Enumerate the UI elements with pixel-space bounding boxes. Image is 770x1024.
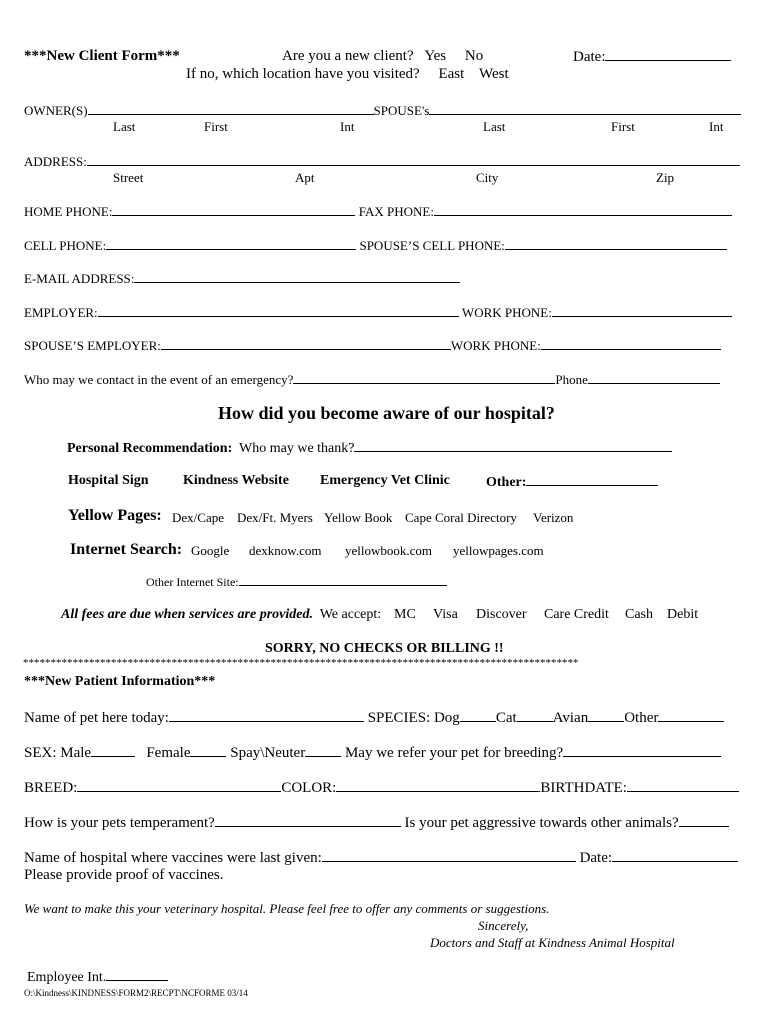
species-cat-input[interactable] [517,709,553,722]
sex-row [24,744,721,762]
yellow-pages-label: Yellow Pages: [68,507,162,524]
owner-sub-int: Int [340,119,355,134]
species-label: SPECIES: Dog [367,710,460,726]
address-sub-street: Street [113,170,144,185]
cell-phone-row [24,237,727,254]
breeding-label: May we refer your pet for breeding? [344,745,564,761]
internet-search-label: Internet Search: [70,541,183,558]
payment-discover: Discover [476,607,527,622]
work-phone-2-label: WORK PHONE: [450,338,541,353]
birthdate-label: BIRTHDATE: [540,780,627,796]
emergency-phone-label: Phone [555,372,588,387]
proof-of-vaccines: Please provide proof of vaccines. [24,867,224,883]
west-option[interactable]: West [479,66,509,82]
we-accept-label: We accept: [319,607,382,622]
employer-label: EMPLOYER: [24,305,98,320]
species-other-input[interactable] [658,709,724,722]
spouse-employer-row [24,337,721,354]
location-question [186,66,509,83]
spouse-name-input[interactable] [429,102,741,115]
spouse-sub-last: Last [483,119,506,134]
spouse-label: SPOUSE's [373,103,430,118]
owner-sub-first: First [204,119,228,134]
emergency-row [24,371,720,388]
east-option[interactable]: East [438,66,465,82]
owners-label: OWNER(S) [24,103,88,118]
yp-option-0[interactable]: Dex/Cape [172,510,224,525]
vaccines-date-input[interactable] [612,849,738,862]
vaccines-row [24,849,738,867]
birthdate-input[interactable] [627,779,739,792]
asterisk-divider: ***************************************************************************************************** [23,657,579,669]
temperament-input[interactable] [215,814,401,827]
date-input-line[interactable] [605,48,731,61]
form-title: ***New Client Form*** [24,48,180,64]
temperament-row [24,814,729,832]
patient-section-title: ***New Patient Information*** [24,674,216,689]
yp-option-2[interactable]: Yellow Book [324,510,393,525]
emergency-input[interactable] [293,371,555,384]
file-path: O:\Kindness\KINDNESS\FORM2\RECPT\NCFORME 03/14 [24,988,248,998]
aggressive-input[interactable] [679,814,729,827]
other-site-input[interactable] [239,575,447,586]
address-row [24,153,740,170]
aggressive-label: Is your pet aggressive towards other animals? [404,815,679,831]
location-question-text: If no, which location have you visited? [186,66,420,82]
employee-int-input[interactable] [106,968,168,981]
other-site-row [146,575,447,590]
internet-option-1[interactable]: dexknow.com [249,543,322,558]
color-input[interactable] [336,779,540,792]
spouse-sub-int: Int [709,119,724,134]
spay-neuter-input[interactable] [305,744,341,757]
pet-name-label: Name of pet here today: [24,710,169,726]
breed-row [24,779,739,797]
address-sub-city: City [476,170,499,185]
pet-name-input[interactable] [169,709,364,722]
internet-option-3[interactable]: yellowpages.com [453,543,544,558]
signoff: Doctors and Staff at Kindness Animal Hospital [430,935,675,950]
home-phone-row [24,203,732,220]
color-label: COLOR: [281,780,337,796]
emergency-vet-option[interactable]: Emergency Vet Clinic [320,473,450,488]
cell-phone-input[interactable] [106,237,356,250]
payment-visa: Visa [433,607,458,622]
sex-male-label: SEX: Male [24,745,92,761]
email-label: E-MAIL ADDRESS: [24,271,135,286]
yp-option-4[interactable]: Verizon [533,510,574,525]
sex-female-label: Female [146,745,191,761]
home-phone-label: HOME PHONE: [24,204,113,219]
recommendation-row [67,439,672,457]
spouse-cell-label: SPOUSE’S CELL PHONE: [359,238,505,253]
sincerely: Sincerely, [478,918,529,933]
spay-neuter-label: Spay\Neuter [230,745,306,761]
pet-name-row [24,709,724,727]
species-other-label: Other [624,710,659,726]
recommendation-label: Personal Recommendation: [67,441,233,456]
payment-care-credit: Care Credit [544,607,609,622]
vaccines-date-label: Date: [579,850,613,866]
fax-phone-input[interactable] [434,203,732,216]
employee-int-row [27,968,168,986]
new-client-question [282,48,483,65]
kindness-website-option[interactable]: Kindness Website [183,473,289,488]
sex-male-input[interactable] [91,744,135,757]
breed-label: BREED: [24,780,78,796]
spouse-employer-label: SPOUSE’S EMPLOYER: [24,338,161,353]
sex-female-input[interactable] [190,744,226,757]
payment-row [61,607,381,623]
work-phone-2-input[interactable] [541,337,721,350]
yp-option-3[interactable]: Cape Coral Directory [405,510,517,525]
address-sub-apt: Apt [295,170,315,185]
date-label: Date: [573,49,606,65]
vaccines-hospital-input[interactable] [322,849,576,862]
awareness-heading: How did you become aware of our hospital? [218,403,555,423]
fax-phone-label: FAX PHONE: [358,204,434,219]
other-input[interactable] [526,473,658,486]
species-dog-input[interactable] [460,709,496,722]
date-field [573,48,731,66]
internet-option-2[interactable]: yellowbook.com [345,543,433,558]
address-input[interactable] [87,153,740,166]
emergency-phone-input[interactable] [588,371,720,384]
comments-note: We want to make this your veterinary hospital. Please feel free to offer any comments or suggestions. [24,901,550,916]
species-avian-label: Avian [552,710,589,726]
payment-cash: Cash [625,607,653,622]
temperament-label: How is your pets temperament? [24,815,215,831]
email-input[interactable] [134,270,460,283]
owner-name-input[interactable] [88,102,374,115]
recommendation-question: Who may we thank? [239,441,355,456]
spouse-sub-first: First [611,119,635,134]
address-sub-zip: Zip [656,170,675,185]
no-option[interactable]: No [464,48,484,64]
hospital-sign-option[interactable]: Hospital Sign [68,473,149,488]
employee-int-label: Employee Int. [27,970,107,985]
employer-row [24,304,732,321]
employer-input[interactable] [98,304,459,317]
other-label[interactable]: Other: [486,475,527,490]
payment-debit: Debit [667,607,699,622]
work-phone-label: WORK PHONE: [461,305,552,320]
other-site-label: Other Internet Site: [146,575,239,589]
yp-option-1[interactable]: Dex/Ft. Myers [237,510,313,525]
yes-option[interactable]: Yes [424,48,447,64]
internet-option-0[interactable]: Google [191,543,230,558]
spouse-employer-input[interactable] [161,337,451,350]
payment-mc: MC [394,607,416,622]
fees-note: All fees are due when services are provided. [61,607,313,622]
owner-row [24,102,741,119]
vaccines-hospital-label: Name of hospital where vaccines were last given: [24,850,322,866]
new-client-question-text: Are you a new client? [282,48,414,64]
owner-sub-last: Last [113,119,136,134]
spouse-cell-input[interactable] [505,237,727,250]
no-checks-notice: SORRY, NO CHECKS OR BILLING !! [265,641,504,656]
address-label: ADDRESS: [24,154,87,169]
species-avian-input[interactable] [588,709,624,722]
emergency-label: Who may we contact in the event of an emergency? [24,372,294,387]
other-option [486,473,658,491]
species-cat-label: Cat [495,710,517,726]
recommendation-input[interactable] [354,439,672,452]
email-row [24,270,460,287]
cell-phone-label: CELL PHONE: [24,238,107,253]
breeding-input[interactable] [563,744,721,757]
work-phone-input[interactable] [552,304,732,317]
home-phone-input[interactable] [112,203,355,216]
breed-input[interactable] [77,779,281,792]
